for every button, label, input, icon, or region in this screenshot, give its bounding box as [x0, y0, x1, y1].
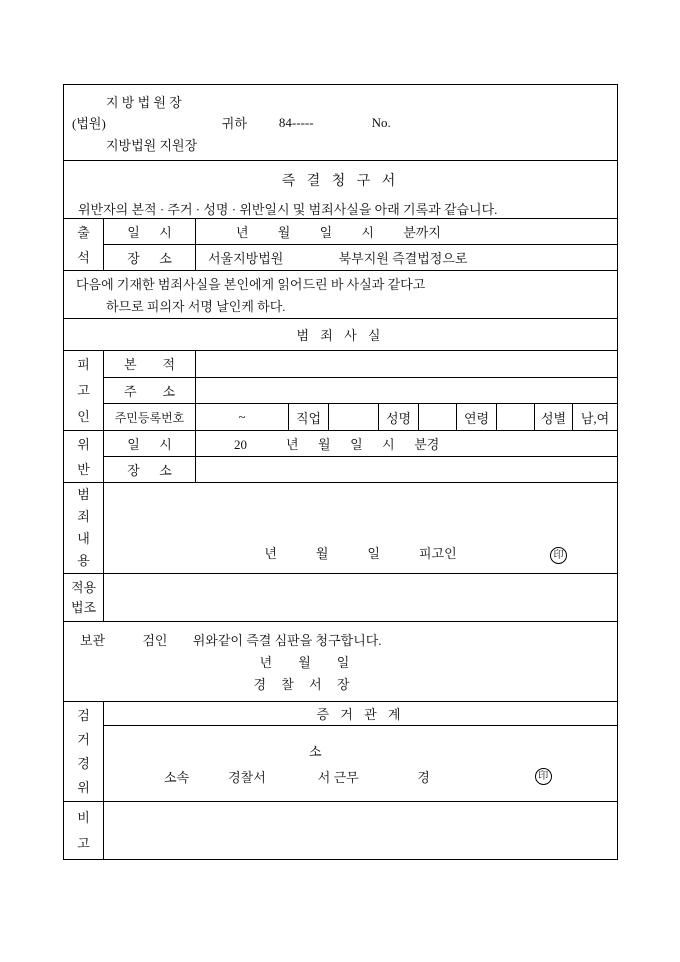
arrest-side-label: 검거경위 [64, 702, 104, 801]
defendant-seal-icon: 印 [550, 547, 567, 564]
officer-affiliation-line: 소속 경찰서 서 근무 경 [164, 770, 430, 785]
court-paren-label: (법원) [72, 116, 106, 131]
request-statement: 위와같이 즉결 심판을 청구합니다. [192, 633, 382, 648]
title-section [64, 161, 617, 219]
violation-rows [104, 431, 617, 482]
arrest-line2 [104, 767, 617, 786]
branch-chief-line: 지방법원 지원장 [106, 137, 198, 153]
defendant-section [64, 351, 617, 431]
defendant-domicile-label: 본 적 [104, 351, 196, 377]
gender-label: 성별 [535, 404, 573, 430]
request-date-line: 년 월 일 [259, 655, 350, 670]
no-label: No. [371, 114, 391, 130]
stamp-label: 검인 [142, 633, 168, 648]
acknowledgement-section [64, 271, 617, 319]
keep-label: 보관 [80, 633, 106, 648]
arrest-rows [104, 702, 617, 801]
defendant-domicile-value [196, 351, 617, 377]
crime-content-body [104, 483, 617, 573]
crime-content-section [64, 483, 617, 574]
request-section [64, 622, 617, 702]
attendance-place-row [104, 245, 617, 270]
recipient-label: 귀하 [221, 116, 247, 131]
defendant-domicile-row [104, 351, 617, 378]
summary-judgment-form [63, 84, 618, 860]
attendance-section [64, 219, 617, 271]
document-title: 즉 결 청 구 서 [281, 174, 400, 189]
violation-datetime-label: 일 시 [104, 431, 196, 456]
age-label: 연령 [457, 404, 497, 430]
arrest-section [64, 702, 617, 802]
attendance-place-label: 장 소 [104, 245, 196, 270]
violation-place-value [196, 457, 617, 482]
acknowledgement-line2: 하므로 피의자 서명 날인케 하다. [106, 299, 286, 314]
arrest-line1: 소 [309, 744, 322, 759]
court-chief-line: 지 방 법 원 장 [106, 94, 182, 110]
crime-facts-header-section [64, 319, 617, 351]
defendant-side-label: 피고인 [64, 351, 104, 430]
police-chief-signer: 경 찰 서 장 [253, 677, 356, 692]
violation-section [64, 431, 617, 483]
violation-datetime-value: 20 년 월 일 시 분경 [234, 437, 440, 452]
defendant-rows [104, 351, 617, 430]
document-subtitle: 위반자의 본적 · 주거 · 성명 · 위반일시 및 범죄사실을 아래 기록과 같습니다. [78, 202, 498, 217]
applicable-law-side-label: 적용법조 [64, 574, 104, 621]
arrest-body [104, 726, 617, 801]
violation-place-row [104, 457, 617, 482]
applicable-law-section [64, 574, 617, 622]
attendance-rows [104, 219, 617, 270]
remarks-section [64, 802, 617, 859]
attendance-place-value: 서울지방법원 북부지원 즉결법정으로 [208, 251, 468, 266]
violation-datetime-row [104, 431, 617, 457]
defendant-id-row [104, 404, 617, 430]
addressee-section [64, 85, 617, 161]
name-value [419, 404, 457, 430]
occupation-label: 직업 [289, 404, 329, 430]
age-value [497, 404, 535, 430]
defendant-address-row [104, 378, 617, 405]
violation-place-label: 장 소 [104, 457, 196, 482]
occupation-value [329, 404, 379, 430]
resident-id-value: ~ [196, 404, 289, 430]
crime-facts-header: 범 죄 사 실 [296, 328, 385, 343]
name-label: 성명 [379, 404, 419, 430]
attendance-side-label: 출석 [64, 219, 104, 270]
attendance-datetime-row [104, 219, 617, 245]
defendant-address-value [196, 378, 617, 404]
remarks-content [104, 802, 617, 859]
attendance-datetime-value: 년 월 일 시 분까지 [236, 225, 441, 240]
crime-content-date-line: 년 월 일 피고인 [264, 546, 457, 561]
remarks-side-label: 비고 [64, 802, 104, 859]
resident-id-label: 주민등록번호 [104, 404, 196, 430]
acknowledgement-line1: 다음에 기재한 범죄사실을 본인에게 읽어드린 바 사실과 같다고 [76, 277, 426, 292]
gender-value: 남,여 [580, 410, 610, 426]
request-line1 [64, 630, 617, 649]
officer-seal-icon: 印 [535, 768, 552, 785]
defendant-address-label: 주 소 [104, 378, 196, 404]
attendance-datetime-label: 일 시 [104, 219, 196, 244]
addressee-line [64, 113, 617, 132]
crime-content-side-label: 범죄내용 [64, 483, 104, 573]
applicable-law-content [104, 574, 617, 621]
evidence-header: 증 거 관 계 [104, 702, 617, 726]
request-body [64, 622, 617, 701]
case-number: 84----- [278, 114, 314, 130]
violation-side-label: 위반 [64, 431, 104, 482]
